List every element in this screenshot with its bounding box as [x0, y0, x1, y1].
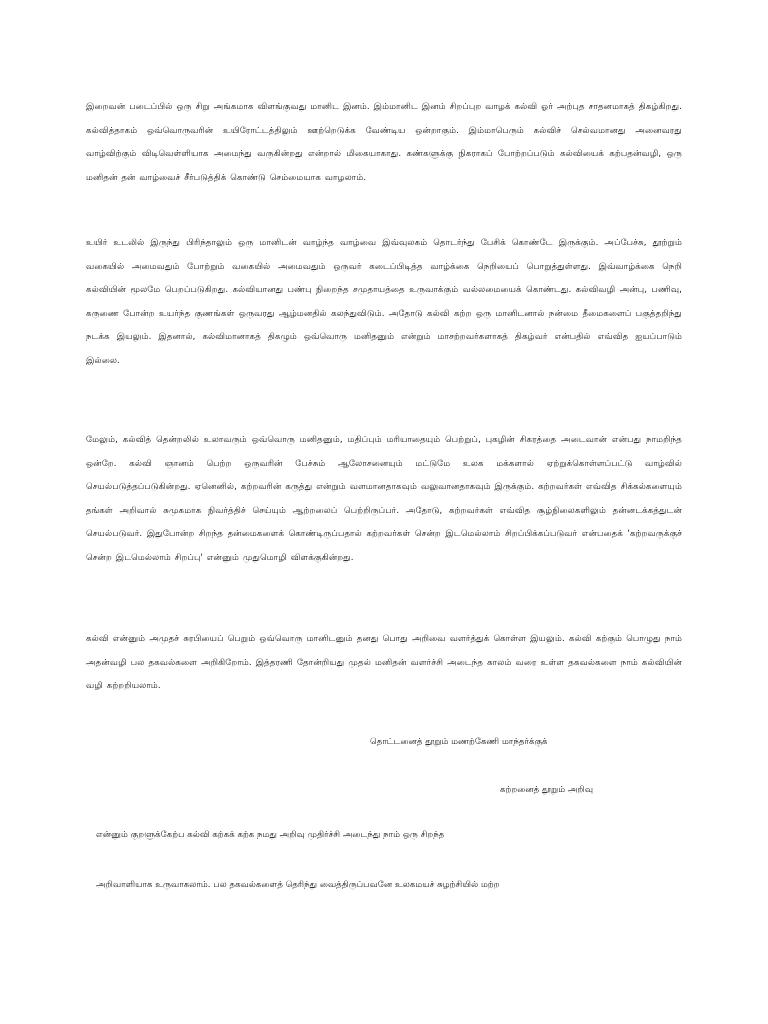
- closing-line-1: என்னும் குறளுக்கேற்ப கல்வி கற்கக் கற்க நமது அறிவு முதிர்ச்சி அடைந்து நாம் ஒரு சிறந்த: [96, 830, 445, 840]
- paragraph-respect: மேலும், கல்வித் தென்றலில் உலாவரும் ஒவ்வொரு மனிதனும், மதிப்பும் மரியாதையும் பெற்றுப், புகழின் சிகரத்தை அடைவான் என்பது நாமறிந்த ஒன்றே. கல்வி ஞானம் பெற்ற ஒருவரின் பேச்சும் ஆலோசனையும் மட்டுமே உலக மக்களால் ஏற்றுக்கொள்ளப்பட்டு வாழ்வில் செயல்படுத்தப்படுகின்றது. ஏனெனில், கற்றவரின் கருத்து என்றும் வளமானதாகவும் வலுவானதாகவும் இருக்கும். கற்றவர்கள் எவ்வித சிக்கல்களையும் தங்கள் அறிவால் சுமுகமாக நிவர்த்திச் செய்யும் ஆற்றலைப் பெற்றிருப்பர். அதோடு, கற்றவர்கள் எவ்வித சூழ்நிலைகளிலும் தன்னடக்கத்துடன் செயல்படுவர். இதுபோன்ற சிறந்த தன்மைகளைக் கொண்டிருப்பதால் கற்றவர்கள் சென்ற இடமெல்லாம் சிறப்பிக்கப்படுவர் என்பதைக் 'கற்றவருக்குச் சென்ற இடமெல்லாம் சிறப்பு' என்னும் முதுமொழி விளக்குகின்றது.: [86, 435, 682, 563]
- paragraph-intro: இறைவன் படைப்பில் ஒரு சிறு அங்கமாக விளங்குவது மானிட இனம். இம்மானிட இனம் சிறப்புற வாழக் கல்வி ஓர் அற்புத சாதனமாகத் திகழ்கிறது. கல்வித்தாகம் ஒவ்வொருவரின் உயிரோட்டத்திலும் ஊற்றெடுக்க வேண்டிய ஒன்றாகும். இம்மாபெரும் கல்விச் செல்வமானது அனைவரது வாழ்விற்கும் விடிவெள்ளியாக அமைந்து வருகின்றது என்றால் மிகையாகாது. கண்களுக்கு நிகராகப் போற்றப்படும் கல்வியைக் கற்பதன்வழி, ஒரு மனிதன் தன் வாழ்வைச் சீர்படுத்திக் கொண்டு செம்மையாக வாழலாம்.: [86, 102, 682, 183]
- closing-line-2: அறிவாளியாக உருவாகலாம். பல தகவல்களைத் தெரிந்து வைத்திருப்பவனே உலகமயச் சுழற்சியில் மற்ற: [96, 880, 500, 890]
- paragraph-life-values: உயிர் உடலில் இருந்து பிரிந்தாலும் ஒரு மானிடன் வாழ்ந்த வாழ்வை இவ்வுலகம் தொடர்ந்து பேசிக் கொண்டே இருக்கும். அப்பேச்சு, தூற்றும் வகையில் அமைவதும் போற்றும் வகையில் அமைவதும் ஒருவர் கடைப்பிடித்த வாழ்க்கை நெறியைப் பொறுத்துள்ளது. இவ்வாழ்க்கை நெறி கல்வியின் மூலமே பெறப்படுகிறது. கல்வியானது பண்பு நிறைந்த சமுதாயத்தை உருவாக்கும் வல்லமையைக் கொண்டது. கல்விவழி அன்பு, பணிவு, கருணை போன்ற உயர்ந்த குணங்கள் ஒருவரது ஆழ்மனதில் கலந்துவிடும். அதோடு கல்வி கற்ற ஒரு மானிடனால் நன்மை தீமைகளைப் பகுத்தறிந்து நடக்க இயலும். இதனால், கல்விமானாகத் திகழும் ஒவ்வொரு மனிதனும் என்றும் மாசற்றவர்களாகத் திகழ்வர் என்பதில் எவ்வித ஐயப்பாடும் இல்லை.: [86, 238, 682, 366]
- kural-quote-line-2: கற்றனைத் தூறும் அறிவு: [500, 785, 594, 795]
- paragraph-general-knowledge: கல்வி என்னும் அமுதச் சுரபியைப் பெறும் ஒவ்வொரு மானிடனும் தனது பொது அறிவை வளர்த்துக் கொள்ள இயலும். கல்வி கற்கும் பொழுது நாம் அதன்வழி பல தகவல்களை அறிகிறோம். இத்தரணி தோன்றியது முதல் மனிதன் வளர்ச்சி அடைந்த காலம் வரை உள்ள தகவல்களை நாம் கல்வியின் வழி கற்றறியலாம்.: [86, 634, 682, 692]
- kural-quote-line-1: தொட்டனைத் தூறும் மணற்கேணி மாந்தர்க்குக்: [370, 737, 548, 747]
